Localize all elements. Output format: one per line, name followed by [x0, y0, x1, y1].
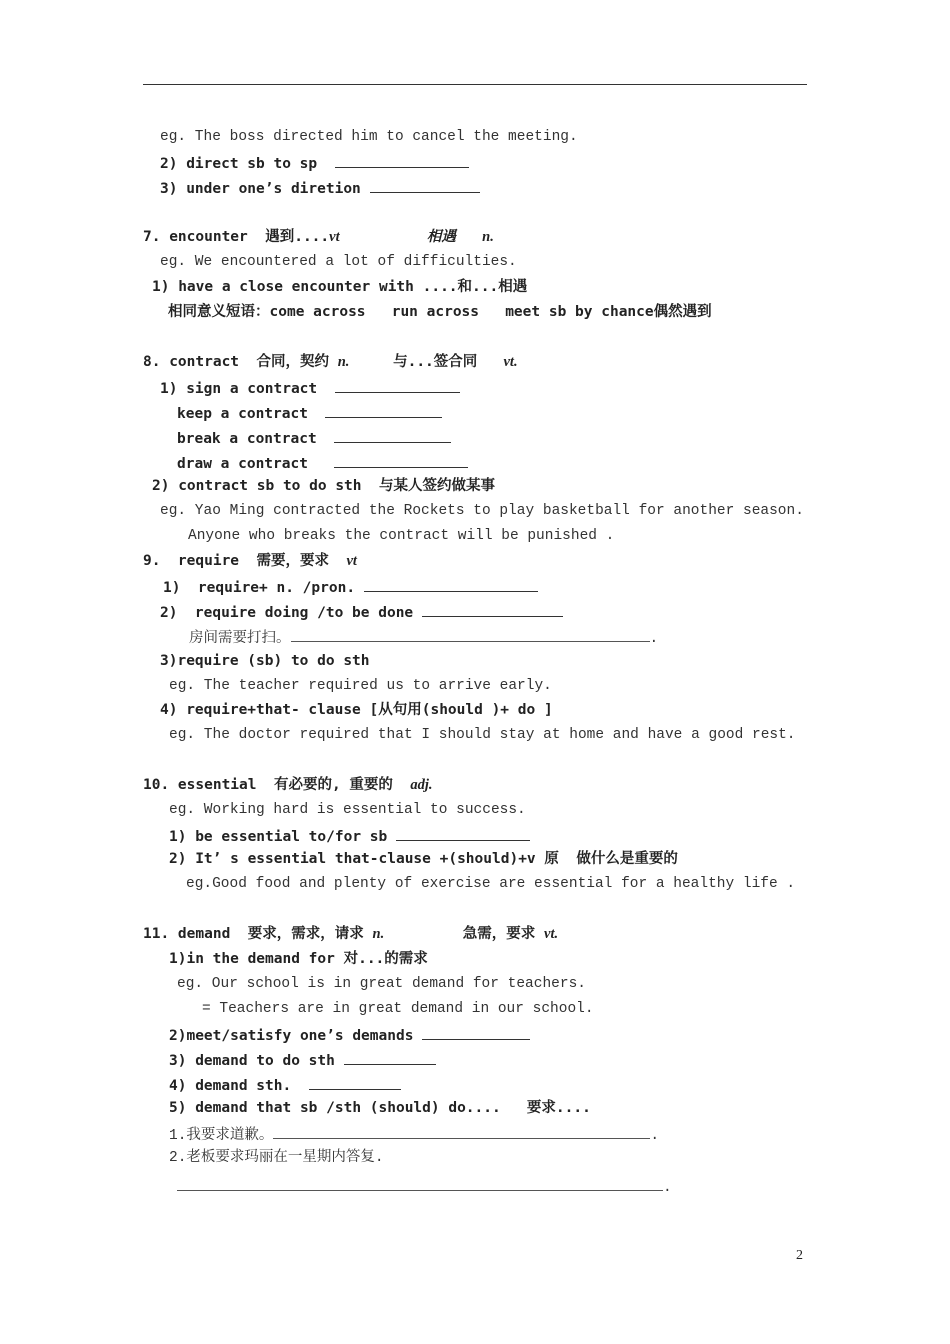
- vocab-heading: 11. demand 要求，需求，请求 n. 急需，要求 vt.: [143, 926, 559, 942]
- answer-blank[interactable]: [422, 1025, 530, 1040]
- phrase-item: 1) sign a contract: [160, 378, 460, 398]
- answer-blank[interactable]: [364, 577, 538, 592]
- vocab-heading: 7. encounter 遇到....vt 相遇 n.: [143, 229, 494, 245]
- phrase-item: 1) have a close encounter with ....和...相遇: [152, 279, 528, 295]
- phrase-item: 3)require (sb) to do sth: [160, 653, 370, 669]
- phrase-item: 4) require+that- clause [从句用(should )+ do ]: [160, 702, 553, 718]
- example-sentence: eg. Our school is in great demand for teachers.: [177, 976, 586, 992]
- answer-blank[interactable]: [309, 1075, 401, 1090]
- translation-item: 1.我要求道歉。 .: [169, 1124, 659, 1145]
- answer-blank[interactable]: [273, 1124, 650, 1139]
- example-sentence: eg. The boss directed him to cancel the meeting.: [160, 129, 578, 145]
- phrase-item: draw a contract: [177, 453, 468, 473]
- translation-answer-line: .: [177, 1176, 672, 1197]
- phrase-item: 3) under one’s diretion: [160, 178, 480, 198]
- phrase-item: 2) direct sb to sp: [160, 153, 469, 173]
- synonym-note: 相同意义短语：come across run across meet sb by chance偶然遇到: [168, 304, 712, 320]
- translation-item: 2.老板要求玛丽在一星期内答复.: [169, 1150, 384, 1166]
- phrase-item: keep a contract: [177, 403, 442, 423]
- answer-blank[interactable]: [370, 178, 480, 193]
- phrase-item: 1)in the demand for 对...的需求: [169, 951, 428, 967]
- answer-blank[interactable]: [334, 428, 451, 443]
- header-rule: [143, 84, 807, 85]
- answer-blank[interactable]: [344, 1050, 436, 1065]
- example-sentence: = Teachers are in great demand in our school.: [202, 1001, 594, 1017]
- example-sentence: eg. Yao Ming contracted the Rockets to play basketball for another season.: [160, 503, 804, 519]
- example-sentence: eg. The doctor required that I should stay at home and have a good rest.: [169, 727, 796, 743]
- example-sentence: eg.Good food and plenty of exercise are essential for a healthy life .: [186, 876, 796, 892]
- page-number: 2: [796, 1248, 803, 1263]
- phrase-item: 4) demand sth.: [169, 1075, 401, 1095]
- example-sentence: eg. The teacher required us to arrive early.: [169, 678, 552, 694]
- answer-blank[interactable]: [291, 627, 650, 642]
- phrase-item: break a contract: [177, 428, 451, 448]
- answer-blank[interactable]: [422, 602, 563, 617]
- answer-blank[interactable]: [334, 453, 468, 468]
- phrase-item: 3) demand to do sth: [169, 1050, 436, 1070]
- answer-blank[interactable]: [177, 1176, 663, 1191]
- vocab-heading: 9. require 需要，要求 vt: [143, 553, 357, 569]
- translation-item: 房间需要打扫。 .: [189, 627, 658, 648]
- answer-blank[interactable]: [325, 403, 442, 418]
- answer-blank[interactable]: [396, 826, 530, 841]
- phrase-item: 2) require doing /to be done: [160, 602, 563, 622]
- phrase-item: 2)meet/satisfy one’s demands: [169, 1025, 530, 1045]
- vocab-heading: 8. contract 合同，契约 n. 与...签合同 vt.: [143, 354, 518, 370]
- vocab-heading: 10. essential 有必要的, 重要的 adj.: [143, 777, 433, 793]
- answer-blank[interactable]: [335, 378, 460, 393]
- example-sentence: eg. We encountered a lot of difficulties.: [160, 254, 517, 270]
- phrase-item: 5) demand that sb /sth (should) do.... 要求....: [169, 1100, 591, 1116]
- example-sentence: eg. Working hard is essential to success.: [169, 802, 526, 818]
- example-sentence: Anyone who breaks the contract will be punished .: [188, 528, 615, 544]
- phrase-item: 2) It’ s essential that-clause +(should)+v 原 做什么是重要的: [169, 851, 678, 867]
- answer-blank[interactable]: [335, 153, 469, 168]
- phrase-item: 2) contract sb to do sth 与某人签约做某事: [152, 478, 495, 494]
- phrase-item: 1) require+ n. /pron.: [163, 577, 538, 597]
- phrase-item: 1) be essential to/for sb: [169, 826, 530, 846]
